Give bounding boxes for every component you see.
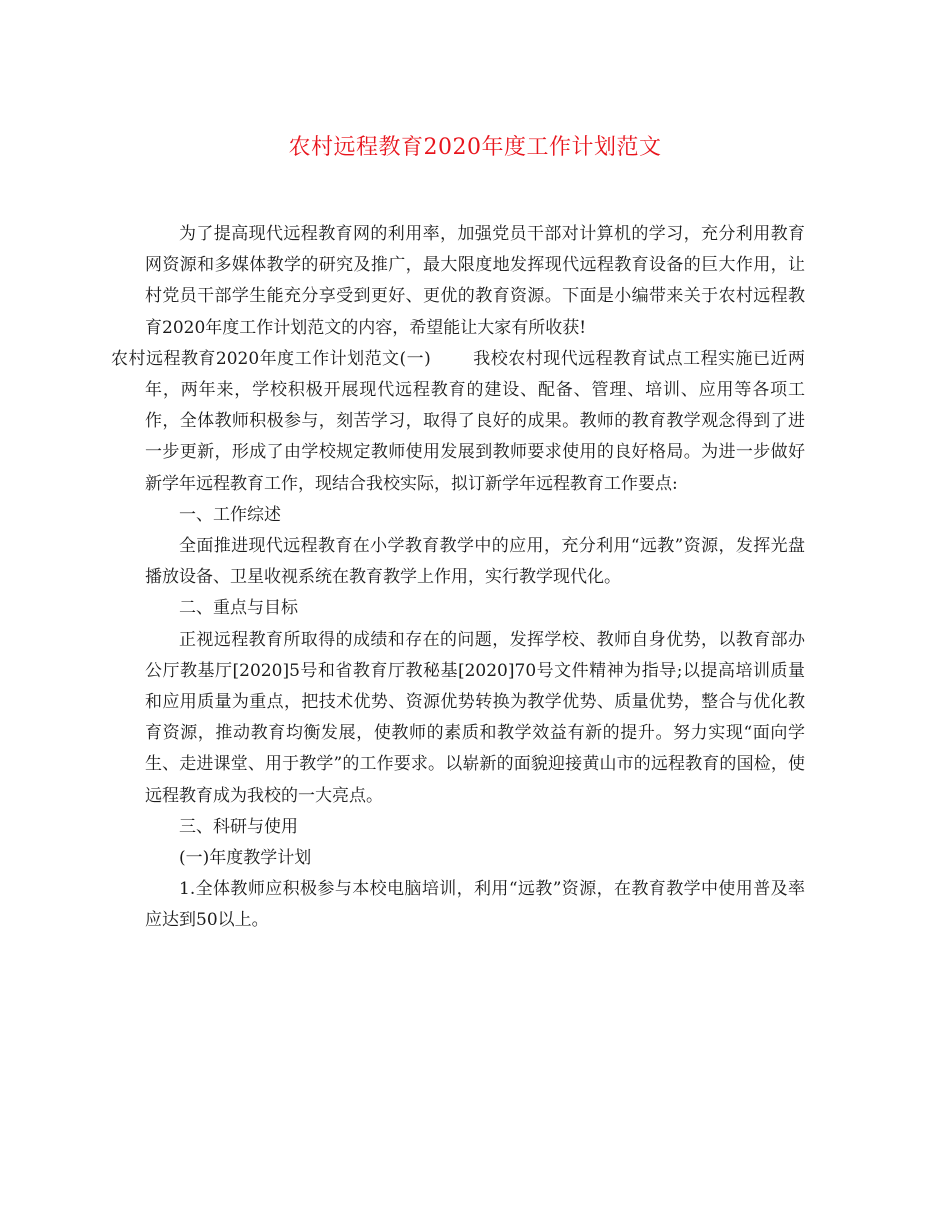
- section-heading-1: 一、工作综述: [179, 504, 281, 525]
- intro-paragraph: [111, 219, 806, 500]
- section-paragraph-1: 全面推进现代远程教育在小学教育教学中的应用，充分利用“远教”资源，发挥光盘播放设备、卫星收视系统在教育教学上作用，实行教学现代化。: [145, 536, 805, 588]
- document-title: 农村远程教育2020年度工作计划范文: [288, 135, 662, 160]
- section-heading-3: 三、科研与使用: [179, 816, 298, 837]
- list-item-1: 1.全体教师应积极参与本校电脑培训，利用“远教”资源，在教育教学中使用普及率应达到50以上。: [145, 879, 805, 931]
- document-body: [111, 219, 806, 937]
- intro-text: 为了提高现代远程教育网的利用率，加强党员干部对计算机的学习，充分利用教育网资源和多媒体教学的研究及推广，最大限度地发挥现代远程教育设备的巨大作用，让村党员干部学生能充分享受到更好、更优的教育资源。下面是小编带来关于农村远程教育2020年度工作计划范文的内容，希望能让大家有所收获!: [145, 224, 805, 338]
- sample-label: 农村远程教育2020年度工作计划范文(一): [111, 348, 431, 369]
- sample-text: 我校农村现代远程教育试点工程实施已近两年，两年来，学校积极开展现代远程教育的建设、配备、管理、培训、应用等各项工作，全体教师积极参与，刻苦学习，取得了良好的成果。教师的教育教学观念得到了进一步更新，形成了由学校规定教师使用发展到教师要求使用的良好格局。为进一步做好新学年远程教育工作，现结合我校实际，拟订新学年远程教育工作要点:: [145, 348, 806, 494]
- section-heading-2: 二、重点与目标: [179, 598, 298, 619]
- subsection-heading-3-1: (一)年度教学计划: [179, 848, 312, 869]
- section-paragraph-2: 正视远程教育所取得的成绩和存在的问题，发挥学校、教师自身优势，以教育部办公厅教基厅[2020]5号和省教育厅教秘基[2020]70号文件精神为指导;以提高培训质量和应用质量为重点，把技术优势、资源优势转换为教学优势、质量优势，整合与优化教育资源，推动教育均衡发展，使教师的素质和教学效益有新的提升。努力实现“面向学生、走进课堂、用于教学”的工作要求。以崭新的面貌迎接黄山市的远程教育的国检，使远程教育成为我校的一大亮点。: [145, 629, 805, 806]
